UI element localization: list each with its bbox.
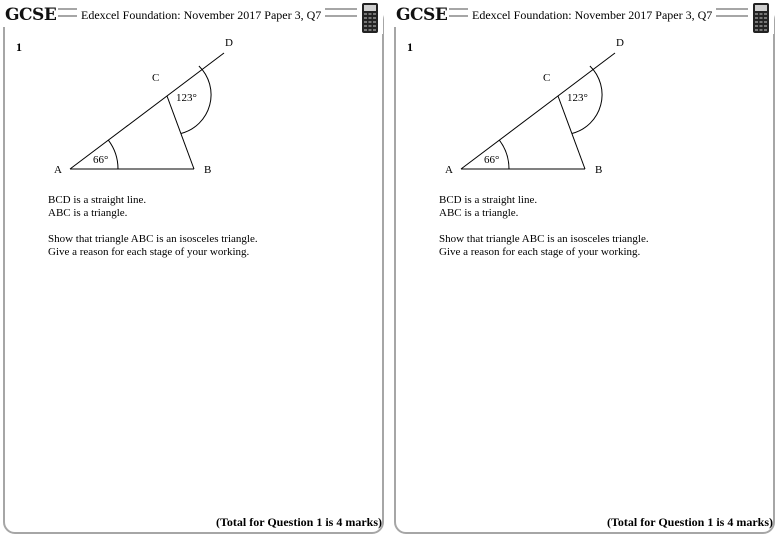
angle-label-a: 66°	[484, 154, 500, 166]
instruction-line: Show that triangle ABC is an isosceles triangle.	[48, 233, 258, 245]
line-cb	[558, 96, 585, 169]
instructions	[48, 233, 258, 259]
statement-line: BCD is a straight line.	[48, 194, 147, 206]
total-marks: (Total for Question 1 is 4 marks)	[606, 515, 773, 529]
worksheet-page-right	[391, 0, 780, 540]
statement-line: ABC is a triangle.	[48, 207, 128, 219]
triangle-diagram	[0, 30, 390, 190]
label-c: C	[152, 72, 160, 84]
instruction-line: Give a reason for each stage of your working.	[439, 246, 641, 258]
question-number: 1	[407, 40, 413, 54]
instruction-line: Give a reason for each stage of your working.	[48, 246, 250, 258]
label-a: A	[54, 164, 62, 176]
instruction-line: Show that triangle ABC is an isosceles triangle.	[439, 233, 649, 245]
statement-line: BCD is a straight line.	[439, 194, 538, 206]
line-cb	[167, 96, 194, 169]
triangle-diagram	[391, 30, 780, 190]
instructions	[439, 233, 649, 259]
gcse-logo: GCSE	[5, 5, 57, 25]
gcse-logo: GCSE	[396, 5, 448, 25]
label-b: B	[595, 164, 603, 176]
angle-label-c: 123°	[567, 92, 588, 104]
label-d: D	[225, 37, 233, 49]
angle-arc-a	[499, 140, 509, 169]
label-a: A	[445, 164, 453, 176]
statements	[439, 194, 537, 220]
angle-arc-a	[108, 140, 118, 169]
statement-line: ABC is a triangle.	[439, 207, 519, 219]
paper-reference: Edexcel Foundation: November 2017 Paper 3, Q7	[77, 6, 325, 24]
paper-reference: Edexcel Foundation: November 2017 Paper 3, Q7	[468, 6, 716, 24]
total-marks: (Total for Question 1 is 4 marks)	[215, 515, 382, 529]
label-d: D	[616, 37, 624, 49]
label-b: B	[204, 164, 212, 176]
line-ad	[70, 53, 224, 169]
statements	[48, 194, 146, 220]
line-ad	[461, 53, 615, 169]
question-number: 1	[16, 40, 22, 54]
angle-label-a: 66°	[93, 154, 109, 166]
label-c: C	[543, 72, 551, 84]
angle-label-c: 123°	[176, 92, 197, 104]
